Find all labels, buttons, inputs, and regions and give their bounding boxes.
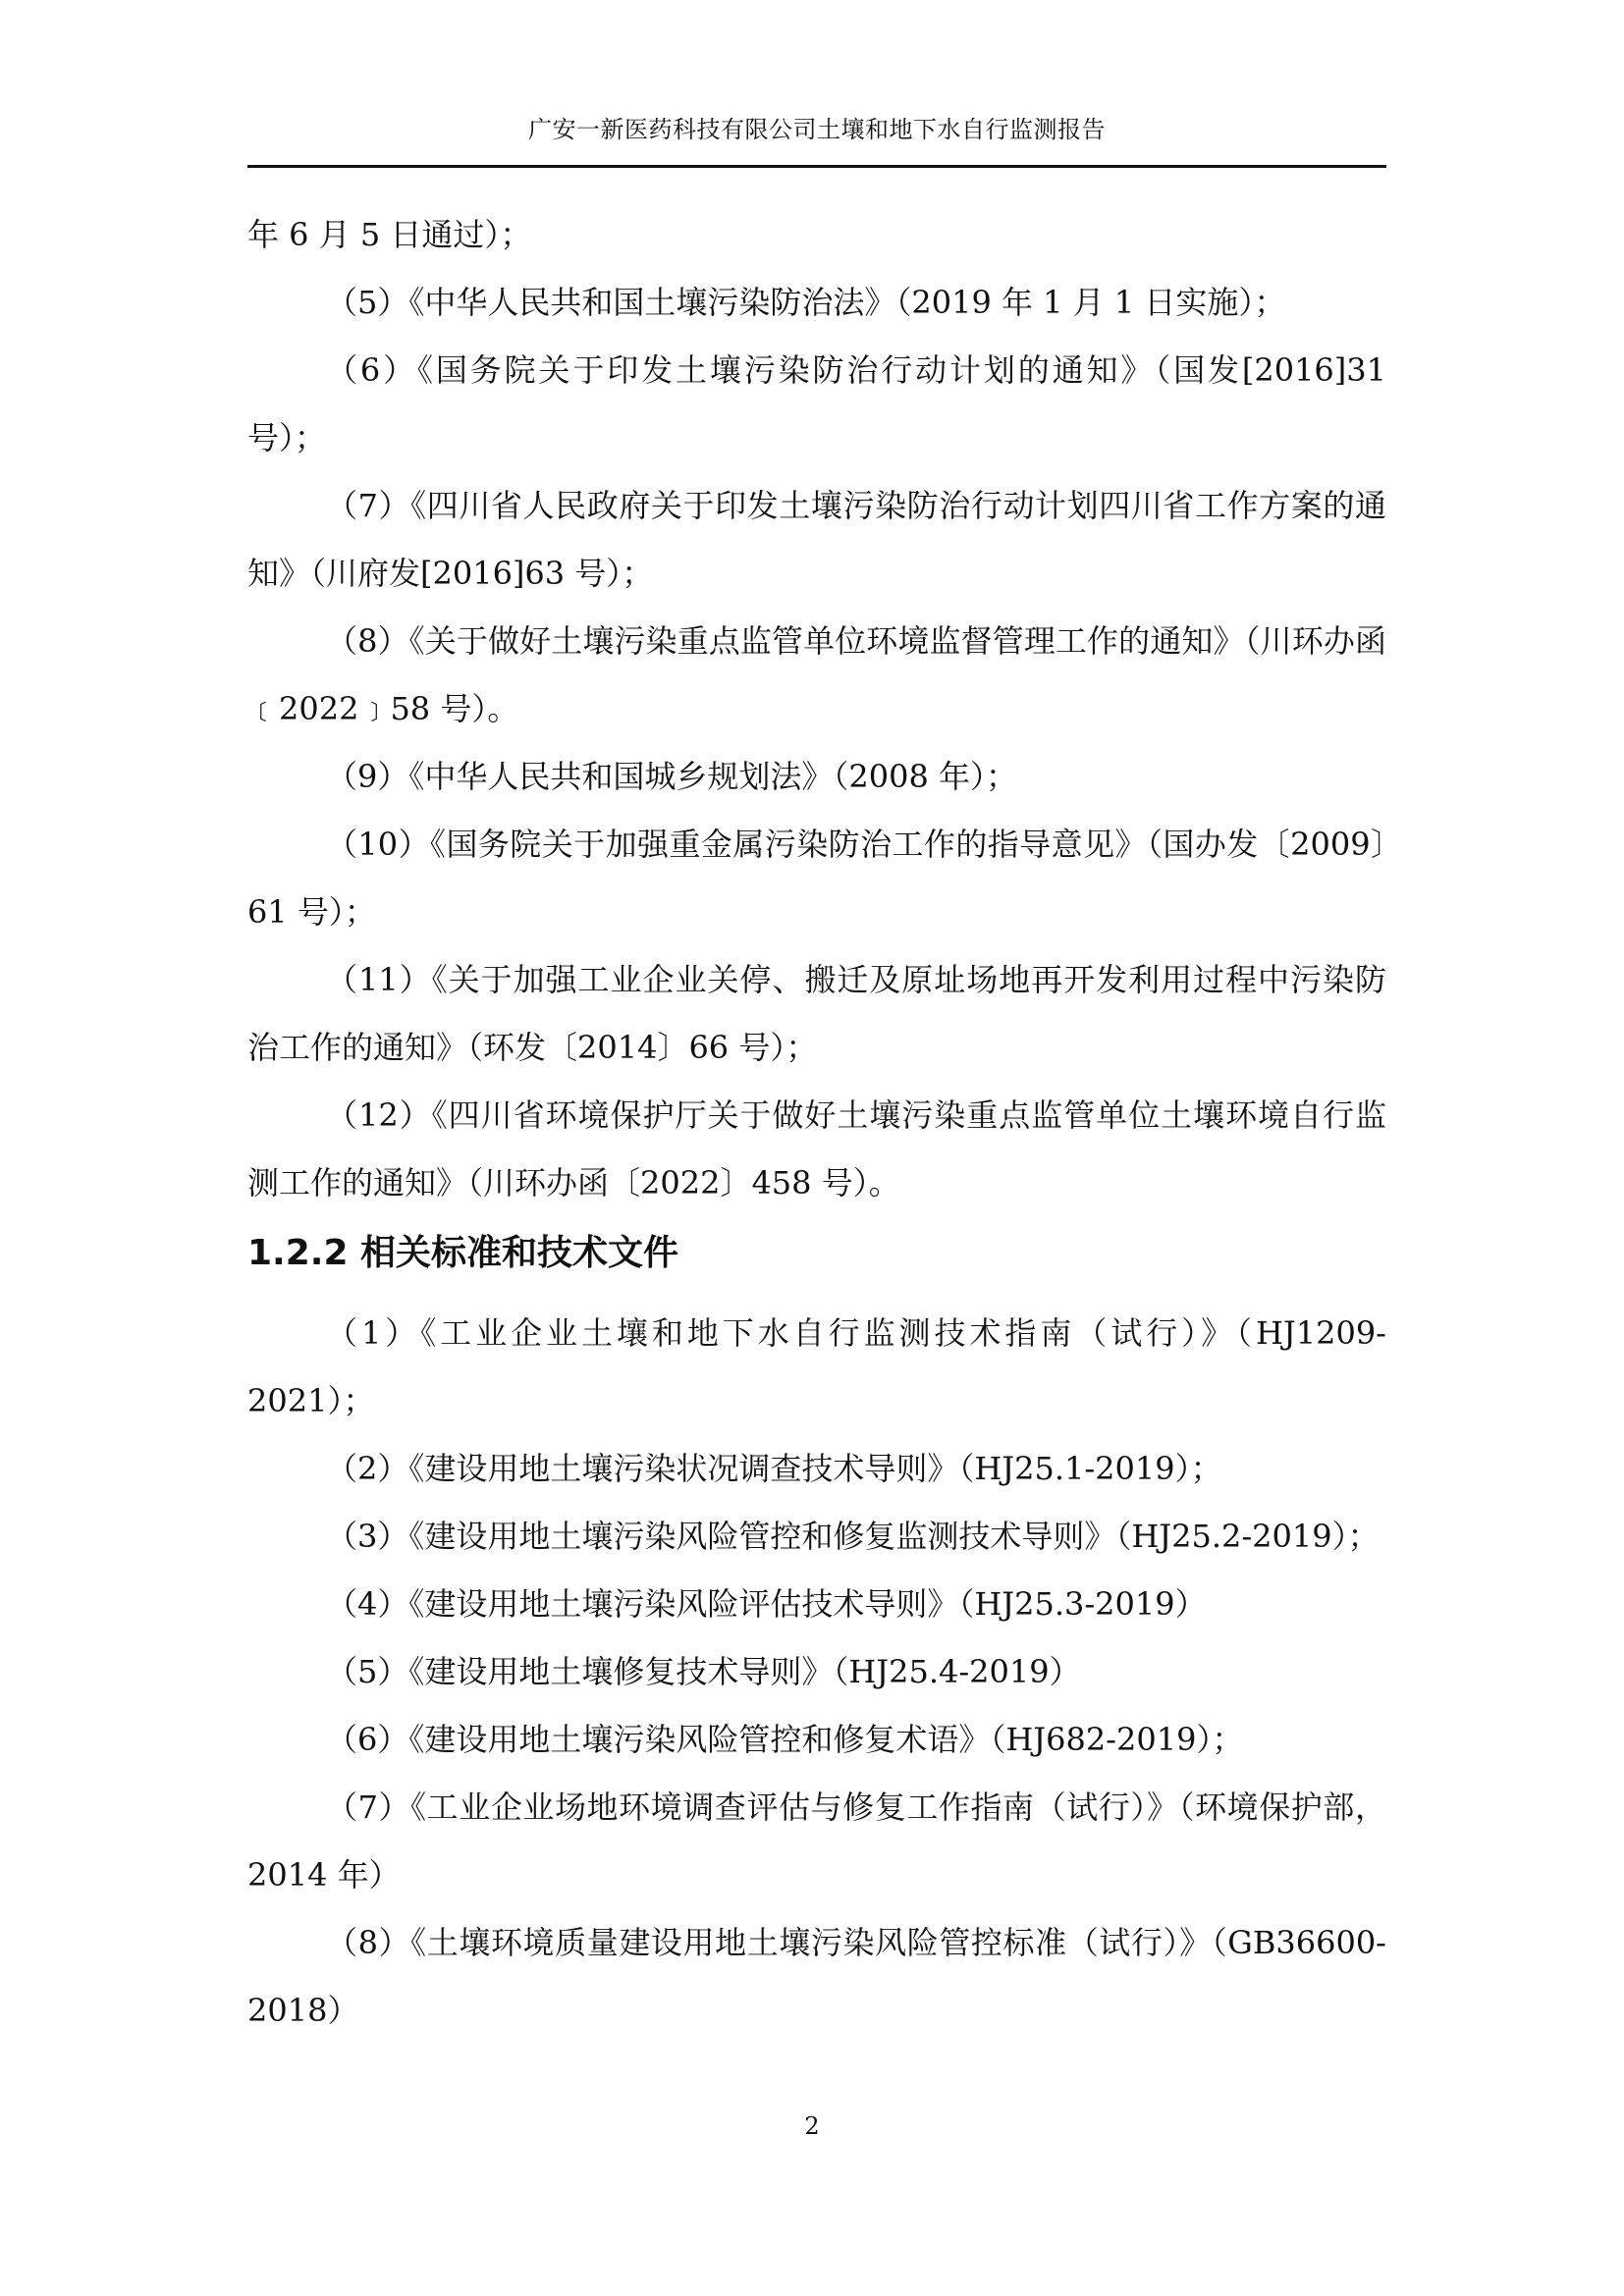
list-item-standard-4: （4）《建设用地土壤污染风险评估技术导则》（HJ25.3-2019） (326, 1585, 1207, 1623)
list-item-law-5: （5）《中华人民共和国土壤污染防治法》（2019 年 1 月 1 日实施）； (326, 284, 1286, 321)
list-item-standard-1: （1）《工业企业土壤和地下水自行监测技术指南（试行）》（HJ1209-2021）； (247, 1314, 1386, 1419)
section-heading: 1.2.2 相关标准和技术文件 (247, 1233, 679, 1273)
list-item-standard-2: （2）《建设用地土壤污染状况调查技术导则》（HJ25.1-2019）； (326, 1450, 1222, 1487)
list-item-law-6: （6）《国务院关于印发土壤污染防治行动计划的通知》（国发[2016]31 号）； (247, 351, 1386, 456)
list-item-standard-7: （7）《工业企业场地环境调查评估与修复工作指南（试行）》（环境保护部，2014 年） (247, 1789, 1386, 1894)
list-item-standard-3: （3）《建设用地土壤污染风险管控和修复监测技术导则》（HJ25.2-2019）； (326, 1518, 1380, 1555)
document-body (247, 201, 1386, 2045)
list-item-law-8: （8）《关于做好土壤污染重点监管单位环境监督管理工作的通知》（川环办函﹝2022﹞58 号）。 (247, 622, 1386, 727)
paragraph-continuation: 年 6 月 5 日通过）； (247, 216, 532, 253)
list-item-standard-8: （8）《土壤环境质量建设用地土壤污染风险管控标准（试行）》（GB36600-2018） (247, 1924, 1386, 2029)
list-item-law-9: （9）《中华人民共和国城乡规划法》（2008 年）； (326, 758, 1017, 795)
list-item-law-12: （12）《四川省环境保护厅关于做好土壤污染重点监管单位土壤环境自行监测工作的通知》（川环办函〔2022〕458 号）。 (247, 1096, 1386, 1201)
list-item-law-11: （11）《关于加强工业企业关停、搬迁及原址场地再开发利用过程中污染防治工作的通知》（环发〔2014〕66 号）； (247, 961, 1386, 1066)
list-item-law-10: （10）《国务院关于加强重金属污染防治工作的指导意见》（国办发〔2009〕61 号）； (247, 826, 1386, 931)
list-item-standard-5: （5）《建设用地土壤修复技术导则》（HJ25.4-2019） (326, 1653, 1081, 1690)
page-number: 2 (804, 2112, 820, 2140)
header-divider (247, 165, 1386, 168)
list-item-standard-6: （6）《建设用地土壤污染风险管控和修复术语》（HJ682-2019）； (326, 1721, 1244, 1758)
page-header-title: 广安一新医药科技有限公司土壤和地下水自行监测报告 (528, 116, 1106, 143)
list-item-law-7: （7）《四川省人民政府关于印发土壤污染防治行动计划四川省工作方案的通知》（川府发[2016]63 号）； (247, 487, 1386, 592)
